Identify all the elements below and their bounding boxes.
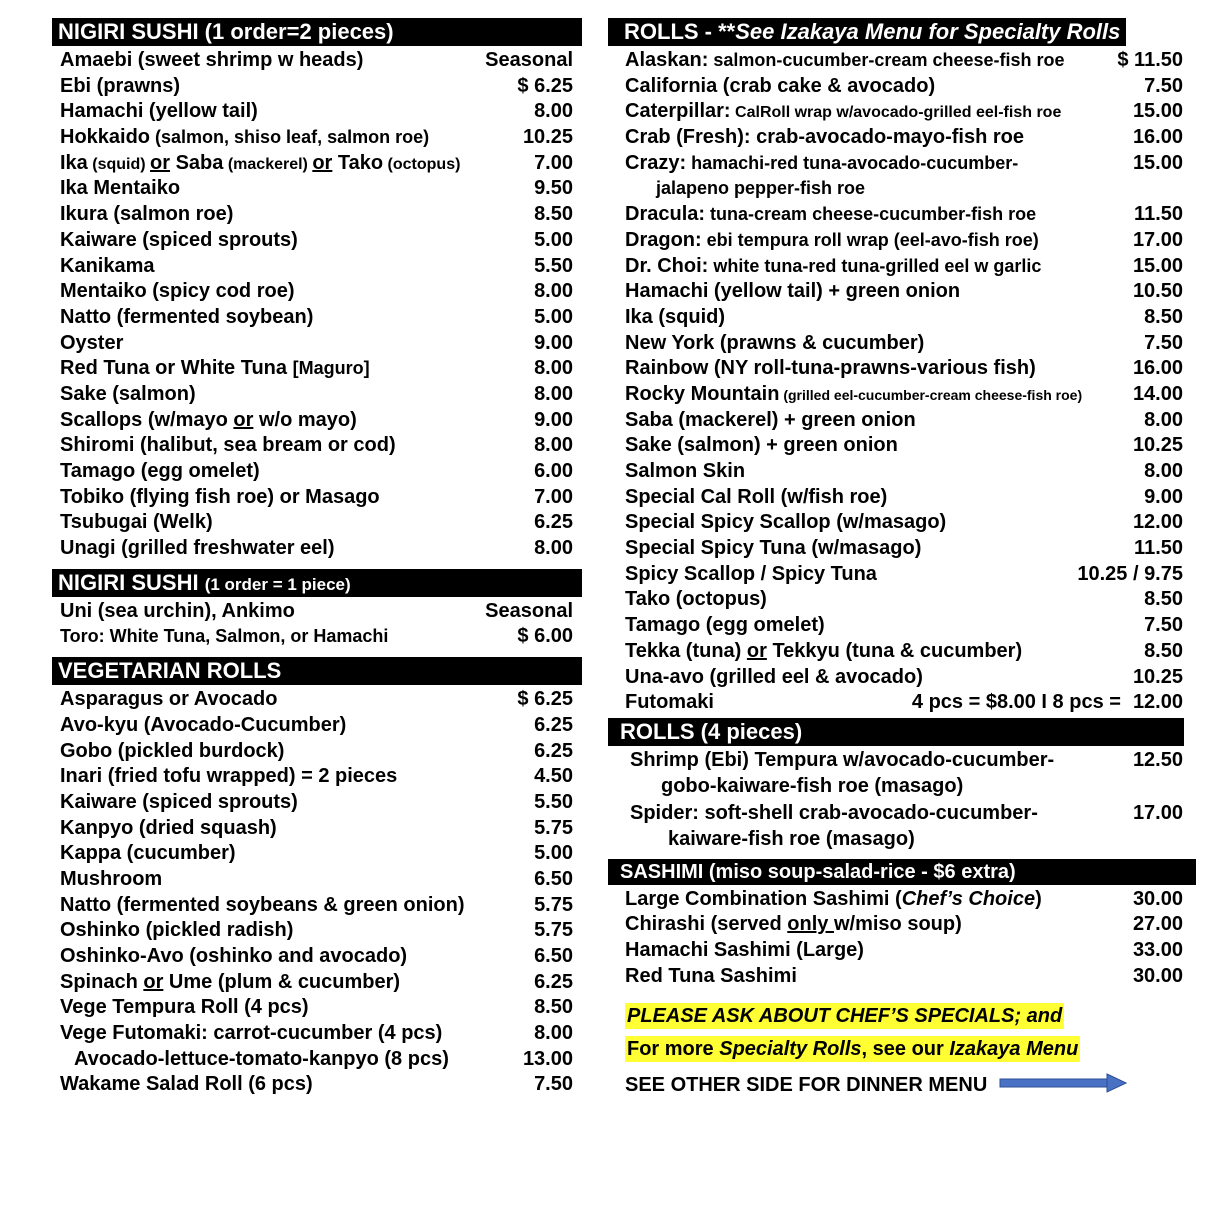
sashimi-header: SASHIMI (miso soup-salad-rice - $6 extra)	[608, 859, 1196, 885]
menu-item: Alaskan: salmon-cucumber-cream cheese-fish roe $ 11.50	[625, 49, 1183, 71]
menu-item: Spider: soft-shell crab-avocado-cucumber- 17.00	[630, 802, 1183, 825]
nigiri-1pc-header: NIGIRI SUSHI (1 order = 1 piece)	[52, 569, 582, 597]
menu-item: Natto (fermented soybeans & green onion) 5.75	[60, 893, 573, 916]
menu-item: Sake (salmon) + green onion 10.25	[625, 434, 1183, 457]
menu-item: Mentaiko (spicy cod roe) 8.00	[60, 280, 573, 303]
menu-item-continuation: Avocado-lettuce-tomato-kanpyo (8 pcs) 13.00	[74, 1047, 573, 1070]
nigiri-2pc-list	[52, 46, 582, 562]
menu-item: Red Tuna or White Tuna [Maguro] 8.00	[60, 357, 573, 380]
menu-item: Large Combination Sashimi (Chef’s Choice) 30.00	[625, 887, 1183, 910]
menu-item: Tamago (egg omelet) 6.00	[60, 460, 573, 482]
menu-item: Kappa (cucumber) 5.00	[60, 842, 573, 865]
menu-item: Caterpillar: CalRoll wrap w/avocado-grilled eel-fish roe 15.00	[625, 100, 1183, 123]
menu-item: Tamago (egg omelet) 7.50	[625, 614, 1183, 637]
vegetarian-rolls-header: VEGETARIAN ROLLS	[52, 657, 582, 685]
menu-item: Ikura (salmon roe) 8.50	[60, 203, 573, 226]
menu-item: Una-avo (grilled eel & avocado) 10.25	[625, 665, 1183, 688]
menu-item: Shiromi (halibut, sea bream or cod) 8.00	[60, 434, 573, 457]
menu-item: Natto (fermented soybean) 5.00	[60, 305, 573, 328]
menu-item: Unagi (grilled freshwater eel) 8.00	[60, 537, 573, 560]
menu-item: Crazy: hamachi-red tuna-avocado-cucumber- 15.00	[625, 151, 1183, 174]
rolls-4pc-list	[608, 746, 1192, 853]
menu-item: Special Spicy Tuna (w/masago) 11.50	[625, 537, 1183, 560]
menu-item: Oshinko-Avo (oshinko and avocado) 6.50	[60, 945, 573, 967]
menu-item: Wakame Salad Roll (6 pcs) 7.50	[60, 1073, 573, 1096]
menu-item: Spinach or Ume (plum & cucumber) 6.25	[60, 970, 573, 993]
menu-item: Salmon Skin 8.00	[625, 460, 1183, 482]
menu-item: Chirashi (served only w/miso soup) 27.00	[625, 913, 1183, 936]
menu-item: Shrimp (Ebi) Tempura w/avocado-cucumber- 12.50	[630, 748, 1183, 771]
menu-item: Asparagus or Avocado $ 6.25	[60, 688, 573, 711]
menu-item: Oshinko (pickled radish) 5.75	[60, 919, 573, 942]
menu-item: Dragon: ebi tempura roll wrap (eel-avo-fish roe) 17.00	[625, 228, 1183, 251]
menu-item: California (crab cake & avocado) 7.50	[625, 74, 1183, 97]
menu-item: Tekka (tuna) or Tekkyu (tuna & cucumber) 8.50	[625, 639, 1183, 662]
vegetarian-rolls-list	[52, 685, 582, 1098]
other-side-text: SEE OTHER SIDE FOR DINNER MENU	[625, 1074, 988, 1097]
nigiri-2pc-header: NIGIRI SUSHI (1 order=2 pieces)	[52, 18, 582, 46]
menu-item: Mushroom 6.50	[60, 867, 573, 890]
menu-item: Scallops (w/mayo or w/o mayo) 9.00	[60, 408, 573, 431]
menu-item: Tako (octopus) 8.50	[625, 588, 1183, 611]
menu-item: New York (prawns & cucumber) 7.50	[625, 331, 1183, 354]
menu-item: Hamachi Sashimi (Large) 33.00	[625, 939, 1183, 961]
menu-item-continuation: gobo-kaiware-fish roe (masago)	[661, 774, 964, 797]
sashimi-list	[608, 885, 1192, 990]
menu-item: Hokkaido (salmon, shiso leaf, salmon roe) 10.25	[60, 126, 573, 149]
menu-item: Crab (Fresh): crab-avocado-mayo-fish roe 16.00	[625, 126, 1183, 149]
menu-item-continuation: kaiware-fish roe (masago)	[668, 827, 915, 850]
menu-item-continuation: jalapeno pepper-fish roe	[656, 178, 866, 199]
menu-item: Ebi (prawns) $ 6.25	[60, 74, 573, 97]
menu-item: Tsubugai (Welk) 6.25	[60, 511, 573, 534]
menu-item: Ika (squid) or Saba (mackerel) or Tako (octopus) 7.00	[60, 151, 573, 174]
menu-item: Saba (mackerel) + green onion 8.00	[625, 408, 1183, 431]
rolls-list	[608, 46, 1192, 716]
menu-item: Tobiko (flying fish roe) or Masago 7.00	[60, 485, 573, 508]
menu-item: Kanikama 5.50	[60, 254, 573, 277]
right-column	[608, 18, 1196, 1100]
menu-item: Oyster 9.00	[60, 331, 573, 354]
menu-item: Ika (squid) 8.50	[625, 305, 1183, 328]
menu-item: Gobo (pickled burdock) 6.25	[60, 739, 573, 762]
menu-item: Toro: White Tuna, Salmon, or Hamachi $ 6.00	[60, 625, 573, 648]
rolls-4pc-header: ROLLS (4 pieces)	[608, 718, 1184, 746]
left-column	[52, 18, 582, 1098]
menu-item: Kanpyo (dried squash) 5.75	[60, 816, 573, 839]
menu-item: Kaiware (spiced sprouts) 5.00	[60, 228, 573, 251]
menu-item: Dr. Choi: white tuna-red tuna-grilled eel w garlic 15.00	[625, 254, 1183, 277]
menu-item: Special Spicy Scallop (w/masago) 12.00	[625, 511, 1183, 534]
menu-item: Special Cal Roll (w/fish roe) 9.00	[625, 485, 1183, 508]
menu-item: Hamachi (yellow tail) 8.00	[60, 100, 573, 123]
izakaya-note-text: For more Specialty Rolls, see our Izakaya Menu	[627, 1038, 1079, 1061]
menu-item: Kaiware (spiced sprouts) 5.50	[60, 790, 573, 813]
right-arrow-icon	[999, 1073, 1127, 1100]
menu-item: Sake (salmon) 8.00	[60, 382, 573, 405]
menu-item: Red Tuna Sashimi 30.00	[625, 964, 1183, 987]
menu-item: Avo-kyu (Avocado-Cucumber) 6.25	[60, 713, 573, 736]
menu-item: Rainbow (NY roll-tuna-prawns-various fish) 16.00	[625, 357, 1183, 380]
menu-item: Uni (sea urchin), Ankimo Seasonal	[60, 599, 573, 622]
specials-note	[608, 1003, 1196, 1099]
menu-item: Hamachi (yellow tail) + green onion 10.50	[625, 280, 1183, 303]
menu-item: Amaebi (sweet shrimp w heads) Seasonal	[60, 49, 573, 71]
nigiri-1pc-list	[52, 597, 582, 650]
rolls-header: ROLLS - **See Izakaya Menu for Specialty Rolls	[608, 18, 1126, 46]
menu-item: Vege Tempura Roll (4 pcs) 8.50	[60, 996, 573, 1019]
menu-item: Rocky Mountain (grilled eel-cucumber-cream cheese-fish roe) 14.00	[625, 382, 1183, 405]
menu-item: Dracula: tuna-cream cheese-cucumber-fish roe 11.50	[625, 203, 1183, 226]
menu-item: Spicy Scallop / Spicy Tuna 10.25 / 9.75	[625, 562, 1183, 585]
chef-specials-text: PLEASE ASK ABOUT CHEF’S SPECIALS; and	[627, 1005, 1063, 1028]
menu-item: Inari (fried tofu wrapped) = 2 pieces 4.50	[60, 765, 573, 788]
menu-item: Vege Futomaki: carrot-cucumber (4 pcs) 8.00	[60, 1022, 573, 1045]
menu-item: Ika Mentaiko 9.50	[60, 177, 573, 200]
menu-item: Futomaki 4 pcs = $8.00 I 8 pcs = 12.00	[625, 691, 1183, 714]
